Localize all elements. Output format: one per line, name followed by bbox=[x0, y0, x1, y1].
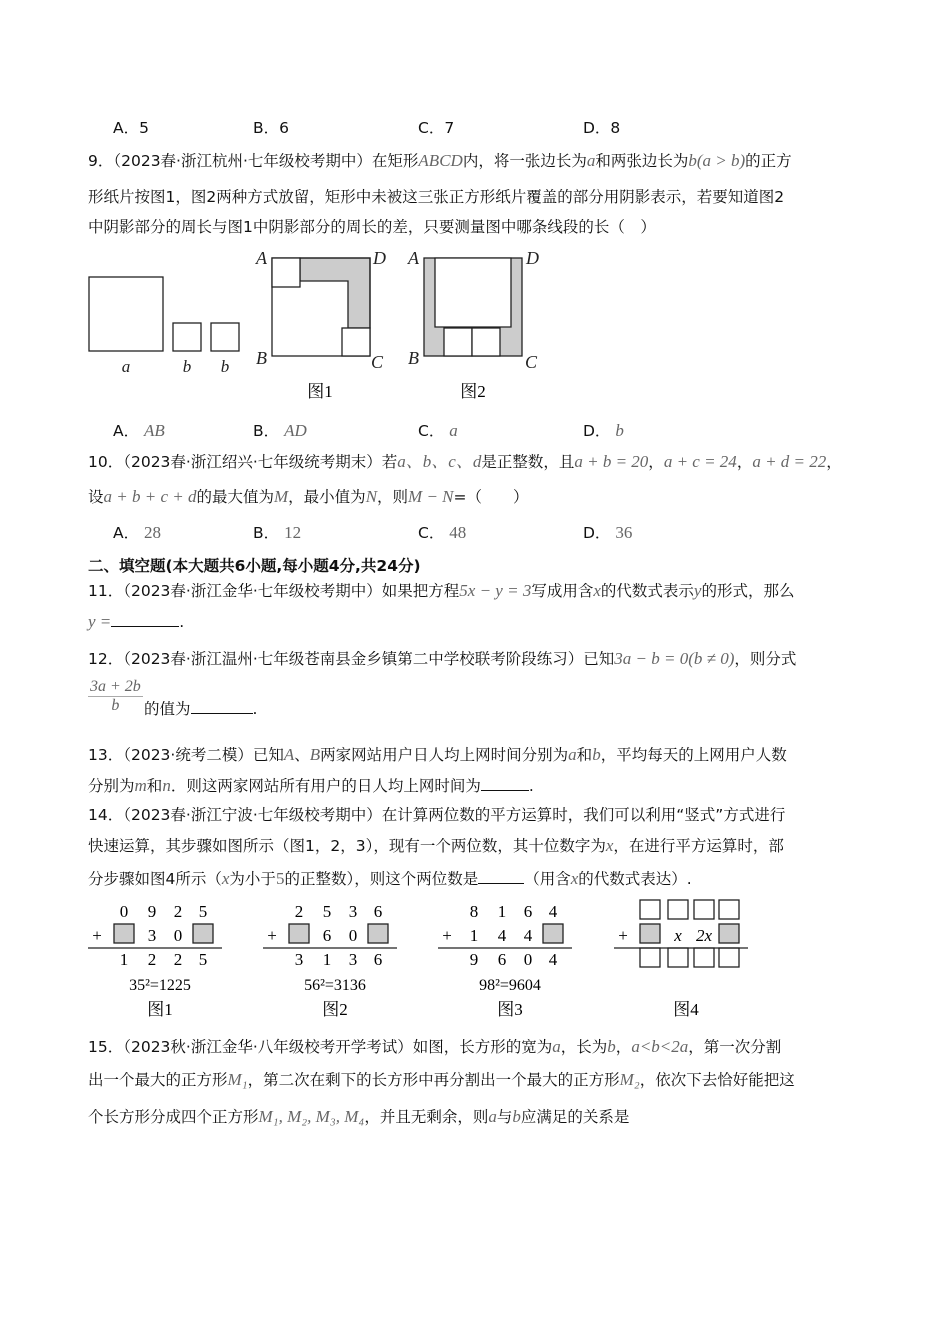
text-segment: 10．（2023春·浙江绍兴·七年级统考期末）若 bbox=[88, 453, 398, 471]
option-value: 28 bbox=[144, 523, 162, 542]
text-segment: ， bbox=[826, 453, 842, 471]
text-segment: ，最小值为 bbox=[288, 488, 366, 506]
answer-blank[interactable] bbox=[478, 867, 524, 884]
q15-line1 bbox=[88, 1036, 781, 1058]
q9-option-d[interactable] bbox=[583, 419, 624, 441]
math-expression: a bbox=[552, 1037, 561, 1056]
math-expression: y = bbox=[88, 612, 112, 631]
option-value: 48 bbox=[449, 523, 467, 542]
digit: 3 bbox=[348, 902, 358, 921]
q15-line3 bbox=[88, 1106, 629, 1128]
option-label: B． bbox=[253, 422, 280, 440]
text-segment: ，长为 bbox=[560, 1038, 608, 1056]
text-segment: 形纸片按图1，图2两种方式放留，矩形中未被这三张正方形纸片覆盖的部分用阴影表示，若要知道图2 bbox=[88, 188, 785, 206]
q14-line1 bbox=[88, 804, 785, 826]
math-expression: M bbox=[274, 487, 289, 506]
q13-line2 bbox=[88, 774, 534, 797]
text-segment: ，平均每天的上网用户人数 bbox=[600, 746, 787, 764]
text-segment: 的正方 bbox=[745, 152, 792, 170]
text-segment: 的代数式表达）. bbox=[578, 870, 692, 888]
digit: 2 bbox=[294, 902, 304, 921]
text-segment: 9．（2023春·浙江杭州·七年级校考期中）在矩形 bbox=[88, 152, 419, 170]
q8-option-d[interactable]: D．8 bbox=[583, 119, 621, 137]
text-segment: ，并且无剩余，则 bbox=[364, 1108, 489, 1126]
text-segment: . bbox=[179, 613, 185, 631]
option-value: 12 bbox=[284, 523, 302, 542]
q9-line3 bbox=[88, 216, 656, 238]
vertex-c: C bbox=[525, 352, 538, 372]
empty-box bbox=[668, 948, 688, 967]
figure-caption: 图4 bbox=[673, 1000, 699, 1019]
q13-line1 bbox=[88, 744, 787, 766]
empty-box bbox=[694, 900, 714, 919]
math-expression: b(a > b) bbox=[688, 151, 746, 170]
text-segment: =（ ） bbox=[453, 488, 529, 506]
option-label: D． bbox=[583, 524, 611, 542]
q14-figures bbox=[0, 890, 800, 1020]
text-segment: 出一个最大的正方形 bbox=[88, 1071, 228, 1089]
math-expression: a bbox=[488, 1107, 497, 1126]
text-segment: 中阴影部分的周长与图1中阴影部分的周长的差，只要测量图中哪条线段的长（ ） bbox=[88, 218, 656, 236]
q9-line2 bbox=[88, 186, 784, 208]
text-segment: 的值为 bbox=[144, 700, 191, 718]
option-value: AB bbox=[144, 421, 165, 440]
fraction-numerator: 3a + 2b bbox=[90, 678, 141, 695]
math-expression: a、b、c、d bbox=[397, 452, 482, 471]
digit: 9 bbox=[147, 902, 157, 921]
square-a bbox=[89, 277, 163, 351]
empty-box bbox=[640, 900, 660, 919]
text-segment: 应满足的关系是 bbox=[520, 1108, 630, 1126]
math-expression: 3a − b = 0(b ≠ 0) bbox=[614, 649, 735, 668]
digit: 5 bbox=[322, 902, 332, 921]
math-expression: a + d = 22 bbox=[752, 452, 827, 471]
math-expression: M − N bbox=[408, 487, 454, 506]
square-b2 bbox=[211, 323, 239, 351]
text-segment: （用含 bbox=[524, 870, 571, 888]
math-expression: x bbox=[605, 836, 614, 855]
option-value: AD bbox=[284, 421, 307, 440]
text-segment: 两家网站用户日人均上网时间分别为 bbox=[320, 746, 569, 764]
vertex-b: B bbox=[256, 348, 267, 368]
text-segment: 的正整数），则这个两位数是 bbox=[284, 870, 479, 888]
empty-box bbox=[694, 948, 714, 967]
math-expression: x bbox=[221, 869, 230, 888]
text-segment: 内，将一张边长为 bbox=[462, 152, 587, 170]
equation: 98²=9604 bbox=[479, 977, 541, 994]
plus-sign: + bbox=[267, 926, 277, 945]
q12-fraction bbox=[88, 678, 143, 715]
digit: 2 bbox=[173, 950, 183, 969]
vertex-d: D bbox=[526, 248, 539, 268]
text-segment: 写成用含 bbox=[531, 582, 594, 600]
digit: 3 bbox=[294, 950, 304, 969]
q8-option-b[interactable]: B．6 bbox=[253, 119, 289, 137]
vertex-b: B bbox=[408, 348, 419, 368]
text-segment: 、 bbox=[294, 746, 310, 764]
digit: 1 bbox=[497, 902, 507, 921]
math-expression: 5 bbox=[275, 869, 285, 888]
q9-figure bbox=[0, 240, 560, 410]
digit: 4 bbox=[523, 926, 533, 945]
math-expression: N bbox=[365, 487, 378, 506]
fraction-denominator: b bbox=[111, 697, 120, 714]
shaded-box bbox=[114, 924, 134, 943]
q9-option-c[interactable] bbox=[418, 419, 458, 441]
digit: 1 bbox=[469, 926, 479, 945]
text-segment: 的最大值为 bbox=[196, 488, 274, 506]
text-segment: 和两张边长为 bbox=[595, 152, 689, 170]
text-segment: 个长方形分成四个正方形 bbox=[88, 1108, 259, 1126]
empty-box bbox=[668, 900, 688, 919]
equation: 35²=1225 bbox=[129, 977, 191, 994]
shaded-box bbox=[368, 924, 388, 943]
fig2 bbox=[424, 258, 522, 356]
q10-option-c[interactable] bbox=[418, 521, 466, 543]
digit: 2 bbox=[147, 950, 157, 969]
digit: 6 bbox=[322, 926, 332, 945]
math-expression: a<b<2a bbox=[631, 1037, 689, 1056]
text-segment: 13．（2023·统考二模）已知 bbox=[88, 746, 284, 764]
text-segment: 的形式，那么 bbox=[701, 582, 795, 600]
text-segment: 的代数式表示 bbox=[600, 582, 694, 600]
digit: 2 bbox=[173, 902, 183, 921]
q9-line1 bbox=[88, 150, 792, 172]
text-segment: ，第一次分割 bbox=[688, 1038, 782, 1056]
math-expression: n bbox=[162, 776, 171, 795]
text-segment: 设 bbox=[88, 488, 104, 506]
vertex-d: D bbox=[373, 248, 386, 268]
option-label: D． bbox=[583, 422, 611, 440]
option-value: b bbox=[615, 421, 624, 440]
option-label: C． bbox=[418, 422, 445, 440]
math-expression: b bbox=[607, 1037, 616, 1056]
math-expression: a + b = 20 bbox=[574, 452, 649, 471]
q10-line2 bbox=[88, 486, 529, 508]
empty-box bbox=[719, 948, 739, 967]
math-expression: m bbox=[134, 776, 147, 795]
text-segment: . bbox=[252, 700, 258, 718]
digit: 0 bbox=[173, 926, 183, 945]
math-expression: A bbox=[283, 745, 295, 764]
text-segment: 12．（2023春·浙江温州·七年级苍南县金乡镇第二中学校联考阶段练习）已知 bbox=[88, 650, 615, 668]
math-expression: a bbox=[586, 151, 596, 170]
math-expression: ABCD bbox=[418, 151, 463, 170]
shaded-box bbox=[640, 924, 660, 943]
answer-blank[interactable] bbox=[481, 774, 529, 791]
digit: 0 bbox=[523, 950, 533, 969]
label-b2: b bbox=[220, 357, 230, 376]
text-segment: 分步骤如图4所示（ bbox=[88, 870, 222, 888]
shaded-box bbox=[289, 924, 309, 943]
math-expression: M₁, M₂, M₃, M₄ bbox=[258, 1107, 365, 1126]
shaded-box bbox=[193, 924, 213, 943]
math-expression: a bbox=[568, 745, 577, 764]
math-expression: M₂ bbox=[619, 1070, 640, 1089]
digit: 4 bbox=[497, 926, 507, 945]
option-label: B． bbox=[253, 524, 280, 542]
label-b1: b bbox=[182, 357, 192, 376]
text-segment: 二、填空题(本大题共6小题,每小题4分,共24分) bbox=[88, 557, 421, 575]
q10-option-a[interactable] bbox=[113, 521, 161, 543]
text-segment: ．则这两家网站所有用户的日人均上网时间为 bbox=[170, 777, 481, 795]
digit: 6 bbox=[373, 950, 383, 969]
math-expression: y bbox=[693, 581, 702, 600]
digit: 3 bbox=[348, 950, 358, 969]
digit: 4 bbox=[548, 950, 558, 969]
text-segment: 和 bbox=[576, 746, 593, 764]
vertex-a: A bbox=[408, 248, 419, 268]
equation: 56²=3136 bbox=[304, 977, 366, 994]
text-segment: ，在进行平方运算时，部 bbox=[613, 837, 784, 855]
label-a: a bbox=[121, 357, 131, 376]
text-segment: ，第二次在剩下的长方形中再分割出一个最大的正方形 bbox=[247, 1071, 620, 1089]
math-expression: x bbox=[570, 869, 579, 888]
text-segment: ， bbox=[615, 1038, 632, 1056]
digit: 1 bbox=[119, 950, 129, 969]
option-label: A． bbox=[113, 422, 140, 440]
q11-line1 bbox=[88, 580, 794, 602]
digit: 8 bbox=[469, 902, 479, 921]
text-segment: 快速运算，其步骤如图所示（图1，2，3），现有一个两位数，其十位数字为 bbox=[88, 837, 606, 855]
shaded-box bbox=[543, 924, 563, 943]
math-expression: M₁ bbox=[227, 1070, 248, 1089]
q15-line2 bbox=[88, 1069, 795, 1091]
math-expression: b bbox=[592, 745, 601, 764]
digit: 4 bbox=[548, 902, 558, 921]
q10-option-d[interactable] bbox=[583, 521, 632, 543]
shaded-box bbox=[719, 924, 739, 943]
q14-line2 bbox=[88, 835, 784, 857]
text-segment: 15．（2023秋·浙江金华·八年级校考开学考试）如图，长方形的宽为 bbox=[88, 1038, 553, 1056]
empty-box bbox=[719, 900, 739, 919]
text-segment: 与 bbox=[496, 1108, 513, 1126]
digit: 2x bbox=[695, 926, 713, 945]
digit: 6 bbox=[373, 902, 383, 921]
digit: 0 bbox=[119, 902, 129, 921]
text-segment: ，则分式 bbox=[734, 650, 797, 668]
section-2-header bbox=[88, 555, 421, 577]
text-segment: ，依次下去恰好能把这 bbox=[639, 1071, 795, 1089]
answer-blank[interactable] bbox=[191, 697, 253, 714]
q10-option-b[interactable] bbox=[253, 521, 301, 543]
text-segment: ， bbox=[736, 453, 753, 471]
q9-option-a[interactable] bbox=[113, 419, 165, 441]
plus-sign: + bbox=[442, 926, 452, 945]
math-expression: a + c = 24 bbox=[663, 452, 737, 471]
plus-sign: + bbox=[618, 926, 628, 945]
option-label: C． bbox=[418, 524, 445, 542]
fig2-caption: 图2 bbox=[460, 382, 486, 401]
text-segment: 为小于 bbox=[229, 870, 276, 888]
q8-option-c[interactable]: C．7 bbox=[418, 119, 455, 137]
q8-option-a[interactable]: A．5 bbox=[113, 119, 149, 137]
math-expression: x bbox=[593, 581, 601, 600]
digit: 3 bbox=[147, 926, 157, 945]
fig1 bbox=[272, 258, 370, 356]
plus-sign: + bbox=[92, 926, 102, 945]
figure-caption: 图1 bbox=[147, 1000, 173, 1019]
digit: 6 bbox=[523, 902, 533, 921]
q14-line3 bbox=[88, 867, 692, 890]
figure-caption: 图2 bbox=[322, 1000, 348, 1019]
text-segment: 和 bbox=[146, 777, 163, 795]
digit: 6 bbox=[497, 950, 507, 969]
text-segment: 14．（2023春·浙江宁波·七年级校考期中）在计算两位数的平方运算时，我们可以利用“竖式”方式进行 bbox=[88, 806, 786, 824]
digit: 1 bbox=[322, 950, 332, 969]
answer-blank[interactable] bbox=[111, 610, 179, 627]
figure-caption: 图3 bbox=[497, 1000, 523, 1019]
option-value: a bbox=[449, 421, 458, 440]
option-label: A． bbox=[113, 524, 140, 542]
option-value: 36 bbox=[615, 523, 633, 542]
text-segment: ， bbox=[648, 453, 664, 471]
fig1-caption: 图1 bbox=[307, 382, 333, 401]
text-segment: 11．（2023春·浙江金华·七年级校考期中）如果把方程 bbox=[88, 582, 460, 600]
digit: x bbox=[674, 926, 682, 945]
q9-option-b[interactable] bbox=[253, 419, 307, 441]
text-segment: 是正整数，且 bbox=[481, 453, 575, 471]
q12-line1 bbox=[88, 648, 796, 670]
vertex-a: A bbox=[256, 248, 267, 268]
math-expression: 5x − y = 3 bbox=[459, 581, 532, 600]
text-segment: . bbox=[528, 777, 534, 795]
empty-box bbox=[640, 948, 660, 967]
digit: 0 bbox=[348, 926, 358, 945]
q12-line2 bbox=[144, 697, 257, 720]
math-expression: a + b + c + d bbox=[103, 487, 197, 506]
q11-line2 bbox=[88, 610, 184, 633]
digit: 9 bbox=[469, 950, 479, 969]
text-segment: ，则 bbox=[377, 488, 409, 506]
q10-line1 bbox=[88, 451, 842, 473]
text-segment: 分别为 bbox=[88, 777, 135, 795]
math-expression: b bbox=[512, 1107, 521, 1126]
digit: 5 bbox=[198, 950, 208, 969]
math-expression: B bbox=[309, 745, 321, 764]
vertex-c: C bbox=[371, 352, 384, 372]
digit: 5 bbox=[198, 902, 208, 921]
square-b1 bbox=[173, 323, 201, 351]
